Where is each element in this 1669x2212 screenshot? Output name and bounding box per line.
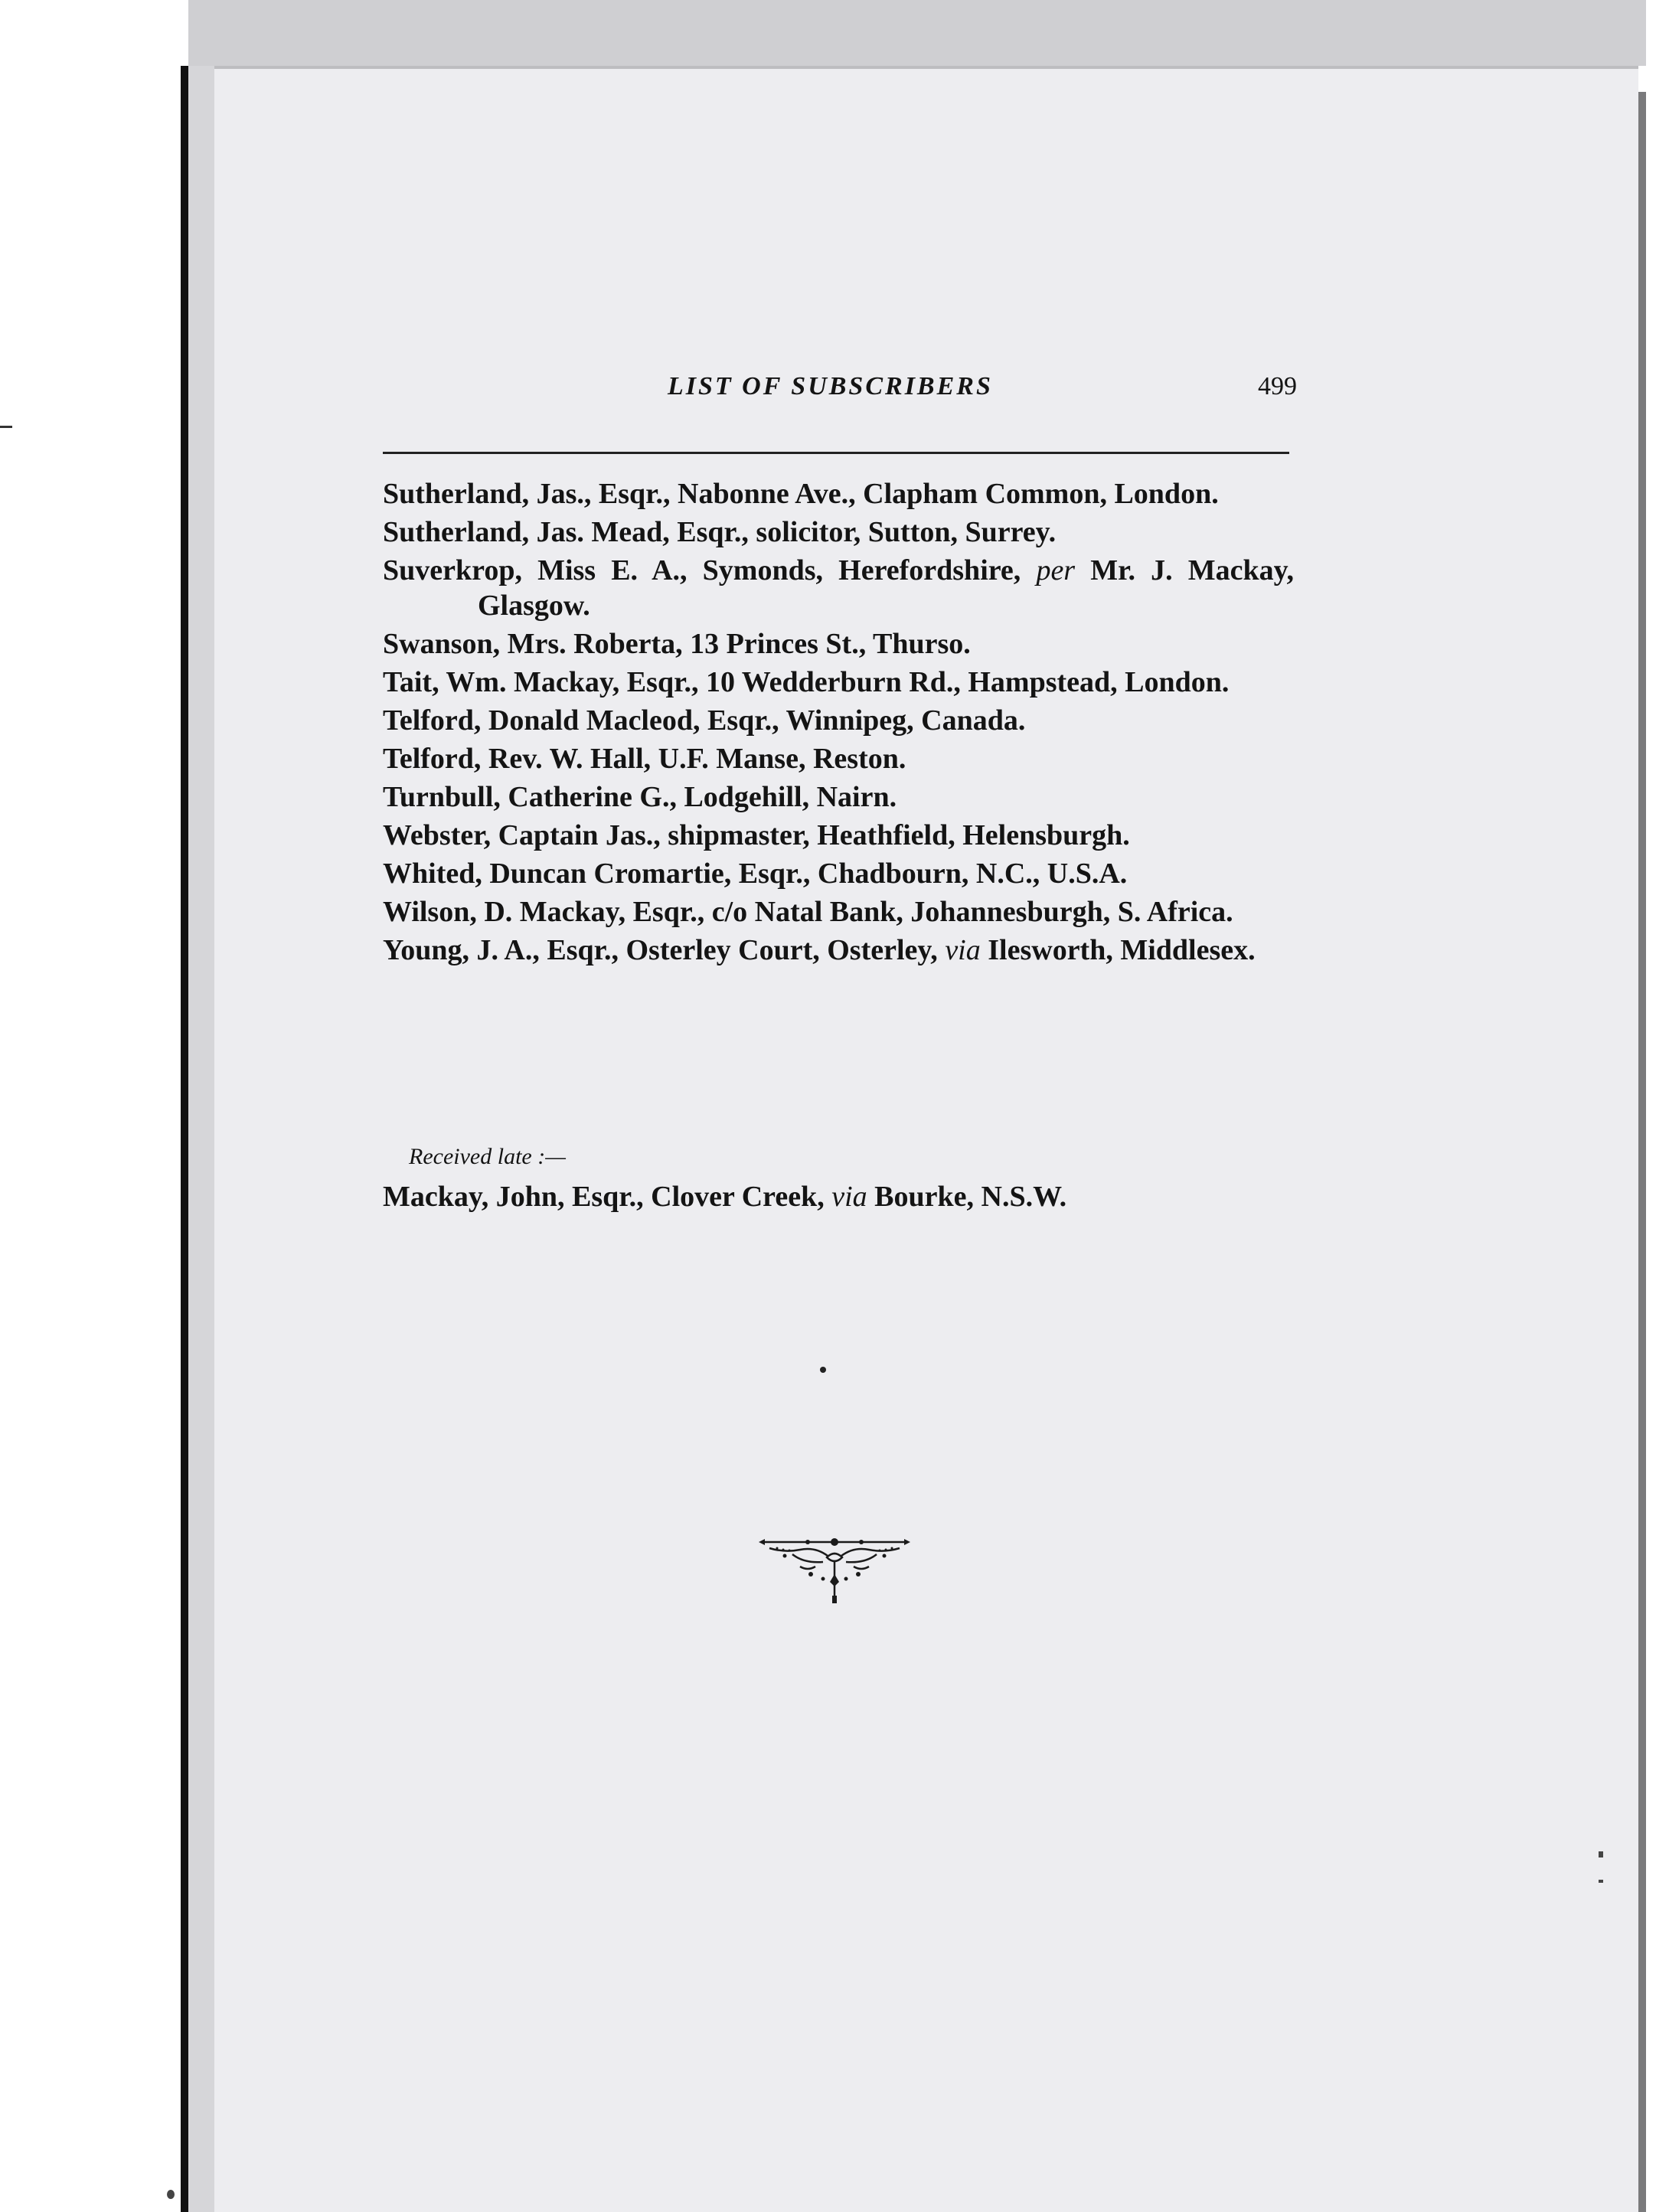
page-number: 499 bbox=[1258, 372, 1297, 400]
entry-text: Suverkrop, Miss E. A., Symonds, Herefordshire, bbox=[383, 554, 1021, 586]
entry-text: Telford, Rev. W. Hall, U.F. Manse, Reston. bbox=[383, 743, 906, 775]
subscriber-entry bbox=[383, 894, 1294, 930]
running-head: LIST OF SUBSCRIBERS bbox=[668, 372, 993, 400]
subscriber-entry bbox=[383, 933, 1294, 968]
book-gutter-edge bbox=[181, 66, 188, 2212]
subscriber-entry bbox=[383, 741, 1294, 776]
subscriber-entry bbox=[383, 779, 1294, 815]
entry-italic-text: per bbox=[1036, 554, 1076, 586]
entry-text: Sutherland, Jas. Mead, Esqr., solicitor, Sutton, Surrey. bbox=[383, 516, 1057, 548]
subscriber-entry bbox=[383, 553, 1294, 623]
facing-page-mark bbox=[0, 426, 12, 428]
late-label: Received late :— bbox=[409, 1144, 566, 1169]
entry-text: Telford, Donald Macleod, Esqr., Winnipeg, Canada. bbox=[383, 704, 1026, 737]
subscriber-entry bbox=[383, 626, 1294, 662]
entry-text: Mr. J. Mackay, Glasgow. bbox=[478, 554, 1295, 622]
entry-text: Bourke, N.S.W. bbox=[874, 1181, 1067, 1213]
subscriber-entry bbox=[383, 703, 1294, 738]
page-right-edge bbox=[1638, 92, 1646, 2212]
entry-text: Sutherland, Jas., Esqr., Nabonne Ave., Clapham Common, London. bbox=[383, 478, 1219, 510]
entry-text: Wilson, D. Mackay, Esqr., c/o Natal Bank, Johannesburgh, S. Africa. bbox=[383, 896, 1233, 928]
subscriber-list bbox=[383, 476, 1294, 971]
subscriber-entry bbox=[383, 665, 1294, 700]
late-entry-wrapper bbox=[383, 1179, 1294, 1214]
entry-text: Young, J. A., Esqr., Osterley Court, Osterley, bbox=[383, 934, 938, 966]
entry-text: Ilesworth, Middlesex. bbox=[988, 934, 1256, 966]
right-margin bbox=[1646, 0, 1669, 2212]
entry-text: Mackay, John, Esqr., Clover Creek, bbox=[383, 1181, 825, 1213]
entry-text: Swanson, Mrs. Roberta, 13 Princes St., Thurso. bbox=[383, 628, 971, 660]
page-header bbox=[383, 368, 1302, 429]
entry-text: Webster, Captain Jas., shipmaster, Heathfield, Helensburgh. bbox=[383, 819, 1130, 851]
subscriber-entry bbox=[383, 515, 1294, 550]
tailpiece-ornament-icon bbox=[754, 1531, 915, 1608]
edge-speck bbox=[1599, 1851, 1603, 1857]
header-rule bbox=[383, 452, 1289, 454]
entry-text: Tait, Wm. Mackay, Esqr., 10 Wedderburn Rd., Hampstead, London. bbox=[383, 666, 1230, 698]
subscriber-entry bbox=[383, 1179, 1294, 1214]
subscriber-entry bbox=[383, 818, 1294, 853]
edge-speck bbox=[167, 2190, 175, 2199]
edge-speck bbox=[1599, 1880, 1603, 1883]
entry-italic-text: via bbox=[831, 1181, 867, 1213]
entry-text: Turnbull, Catherine G., Lodgehill, Nairn. bbox=[383, 781, 897, 813]
scan-top-border bbox=[188, 0, 1669, 66]
subscriber-entry bbox=[383, 476, 1294, 511]
facing-page-leaf bbox=[0, 66, 187, 2212]
printer-dot bbox=[820, 1367, 826, 1373]
late-subscribers bbox=[383, 1144, 1294, 1217]
subscriber-entry bbox=[383, 856, 1294, 891]
entry-text: Whited, Duncan Cromartie, Esqr., Chadbourn, N.C., U.S.A. bbox=[383, 858, 1128, 890]
entry-italic-text: via bbox=[945, 934, 981, 966]
